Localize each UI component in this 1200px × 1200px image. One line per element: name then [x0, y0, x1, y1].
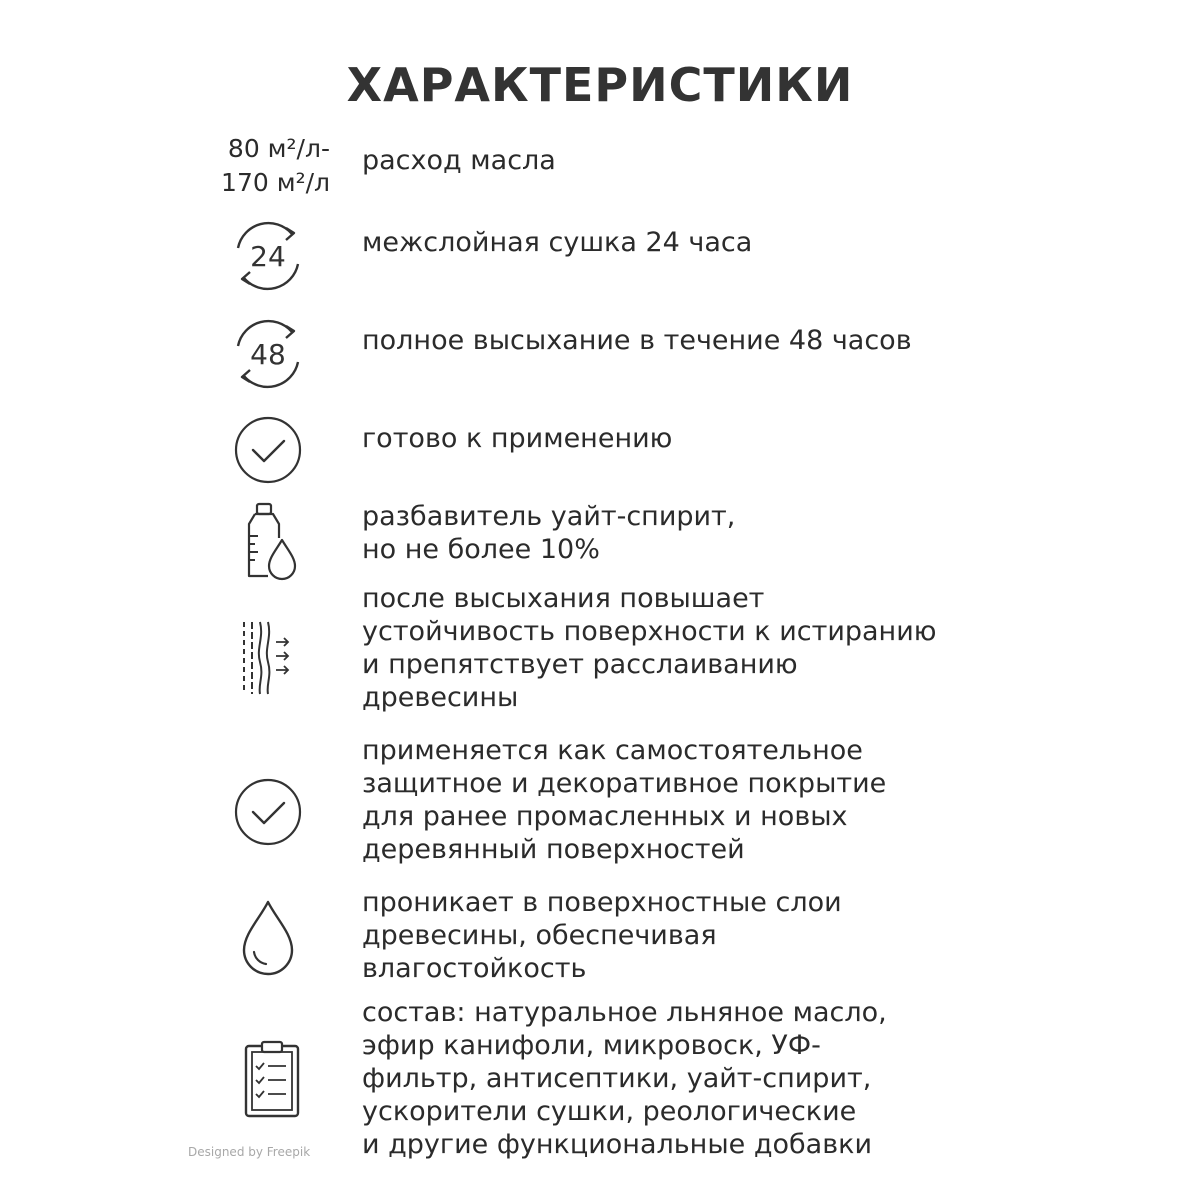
drop-icon [238, 898, 298, 976]
cycle-24-icon [228, 216, 308, 296]
spec-text-composition: состав: натуральное льняное масло, эфир канифоли, микровоск, УФ- фильтр, антисептики, уайт-спирит, ускорители сушки, реологические и другие функциональные добавки [362, 997, 887, 1160]
consumption-line-2: 170 м²/л [221, 168, 330, 197]
spec-text-thinner: разбавитель уайт-спирит, но не более 10% [362, 501, 736, 565]
page-title: ХАРАКТЕРИСТИКИ [346, 58, 854, 112]
consumption-value [180, 132, 330, 200]
bottle-drop-icon [240, 502, 302, 582]
wood-fibers-icon [238, 618, 298, 698]
check-circle-icon [232, 414, 304, 486]
spec-text-abrasion-resistance: после высыхания повышает устойчивость поверхности к истиранию и препятствует расслаиванию древесины [362, 583, 937, 713]
check-circle-icon-2 [232, 776, 304, 848]
cycle-48-icon [228, 314, 308, 394]
cycle-24-number: 24 [250, 240, 286, 273]
spec-text-ready-to-use: готово к применению [362, 423, 673, 454]
spec-text-interlayer-drying: межслойная сушка 24 часа [362, 227, 753, 258]
freepik-credit: Designed by Freepik [188, 1145, 311, 1159]
spec-text-protective-coating: применяется как самостоятельное защитное и декоративное покрытие для ранее промасленных и новых деревянный поверхностей [362, 735, 887, 865]
cycle-48-number: 48 [250, 338, 286, 371]
spec-text-consumption: расход масла [362, 145, 556, 176]
spec-text-moisture-resistance: проникает в поверхностные слои древесины, обеспечивая влагостойкость [362, 887, 842, 984]
consumption-line-1: 80 м²/л- [227, 134, 330, 163]
spec-text-full-drying: полное высыхание в течение 48 часов [362, 325, 912, 356]
clipboard-checklist-icon [242, 1040, 302, 1120]
